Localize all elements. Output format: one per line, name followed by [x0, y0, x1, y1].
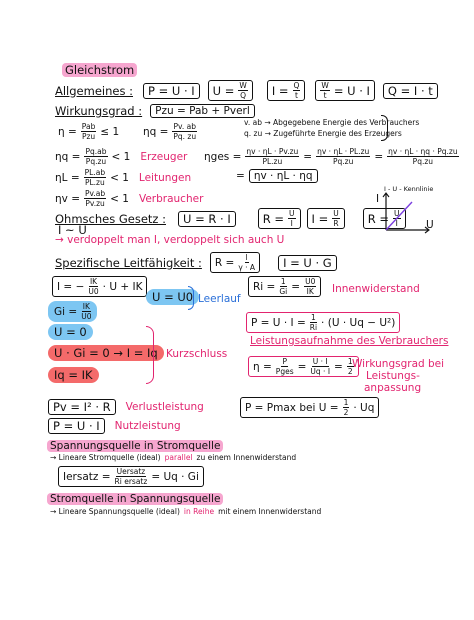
eta-l-note: Leitungen	[138, 171, 192, 184]
conductivity-formula-1: R = $\frac{l}{\gamma \cdot A}$	[210, 252, 260, 273]
formula-current-charge: I = $\frac{Q}{t}$	[267, 80, 306, 101]
formula-work-time: $\frac{W}{t}$ = U · I	[315, 80, 375, 101]
power-note: Leistungsaufnahme des Verbrauchers	[250, 335, 449, 347]
eta-formula: η = Pab Pzu ≤ 1	[58, 122, 120, 141]
graph-line	[386, 202, 412, 230]
page-title	[62, 63, 137, 77]
pmax-formula: P = Pmax bei U = $\frac{1}{2}$ · Uq	[240, 397, 379, 418]
match-note-1: Wirkungsgrad bei	[352, 358, 445, 370]
eta-q-formula: ηq = $\frac{Pq.ab}{Pq.zu}$ < 1 Erzeuger	[55, 147, 188, 166]
useful-row	[48, 418, 181, 434]
short-u0: U = 0	[48, 324, 93, 340]
eta-q-note: Erzeuger	[140, 150, 188, 163]
efficiency-brace	[381, 115, 388, 141]
ohm-formula-4: R = $\frac{U}{I}$	[363, 208, 406, 229]
idle-note: Leerlauf	[198, 293, 241, 305]
efficiency-def1: v. ab → Abgegebene Energie des Verbrauchers	[244, 118, 420, 127]
short-formula: U · Gi = 0 → I = Iq	[48, 345, 164, 361]
efficiency-label: Wirkungsgrad :	[55, 104, 143, 118]
inner-resistance-formula: Ri = $\frac{1}{Gi}$ = $\frac{U0}{IK}$	[248, 276, 321, 297]
eta-total-box: ηv · ηL · ηq	[249, 169, 318, 183]
efficiency-def2: q. zu → Zugeführte Energie des Erzeugers	[244, 129, 402, 138]
match-note-2: Leistungs-	[366, 370, 420, 382]
graph-x-label: U	[426, 219, 434, 231]
eta-v-note: Verbraucher	[138, 192, 204, 205]
short-ik: Iq = IK	[48, 367, 99, 383]
efficiency-label-row	[55, 104, 255, 118]
conversion2-line: → Lineare Spannungsquelle (ideal) in Reihe mit einem Innenwiderstand	[50, 507, 322, 516]
inner-resistance-note: Innenwiderstand	[332, 283, 420, 295]
ohm-proportionality: I ~ U	[58, 223, 87, 237]
useful-formula: P = U · I	[48, 418, 105, 434]
conversion1-line: → Lineare Stromquelle (ideal) parallel zu einem Innenwiderstand	[50, 453, 297, 462]
graph-y-label: I	[376, 193, 380, 205]
short-note: Kurzschluss	[166, 348, 228, 360]
conductivity-formula-2: I = U · G	[278, 255, 337, 271]
general-row	[55, 80, 438, 101]
eta-l-formula: ηL = $\frac{PL.ab}{PL.zu}$ < 1 Leitungen	[55, 168, 192, 187]
ohm-formula-1: U = R · I	[178, 211, 236, 227]
power-formula: P = U · I = $\frac{1}{Ri}$ · (U · Uq − U²)	[246, 312, 400, 333]
ohm-note: → verdoppelt man I, verdoppelt sich auch U	[55, 234, 285, 246]
match-formula: η = P Pges = $\frac{U \cdot I}{Uq \cdot I}$ = $\frac{1}{2}$	[248, 356, 359, 377]
loss-formula: Pv = I² · R	[48, 399, 116, 415]
idle-line-formula: I = − $\frac{IK}{U0}$ · U + IK	[52, 276, 147, 297]
conversion1-formula: Iersatz = Uersatz Ri ersatz = Uq · Gi	[58, 466, 204, 487]
loss-row	[48, 399, 204, 415]
title-text: Gleichstrom	[65, 63, 135, 77]
conversion2-title: Stromquelle in Spannungsquelle	[47, 493, 223, 505]
general-label: Allgemeines :	[55, 83, 133, 98]
efficiency-box: Pzu = Pab + Pverl	[150, 104, 255, 118]
conductivity-row	[55, 252, 337, 273]
idle-brace	[188, 286, 194, 310]
conductivity-label: Spezifische Leitfähigkeit :	[55, 255, 202, 270]
formula-voltage-work: U = $\frac{W}{Q}$	[208, 80, 253, 101]
ohm-label: Ohmsches Gesetz :	[55, 211, 166, 226]
conversion1-title: Spannungsquelle in Stromquelle	[47, 440, 223, 452]
short-brace	[146, 326, 154, 384]
idle-gi-formula: Gi = $\frac{IK}{U0}$	[48, 301, 97, 322]
eta-v-formula: ηv = $\frac{Pv.ab}{Pv.zu}$ < 1 Verbraucher	[55, 189, 204, 208]
eta-total-formula: ηges = $\frac{\eta v \cdot \eta L \cdot Pv.zu}{PL.zu}$ = $\frac{\eta v \cdot \eta L \cdot PL.zu}{Pq.zu}$ = $\frac{\eta v \cdot \eta L \cdot \eta q \cdot Pq.zu}{Pq.zu}$	[204, 147, 458, 166]
ohm-formula-2: R = $\frac{U}{I}$	[258, 208, 301, 229]
eta-total-result: = ηv · ηL · ηq	[236, 169, 318, 183]
formula-charge: Q = I · t	[383, 83, 438, 99]
loss-note: Verlustleistung	[125, 401, 204, 413]
ohm-formula-3: I = $\frac{U}{R}$	[307, 208, 345, 229]
idle-u0: U = U0	[146, 289, 199, 305]
graph-title: I - U - Kennlinie	[384, 185, 434, 193]
formula-power: P = U · I	[143, 83, 200, 99]
match-note-3: anpassung	[364, 382, 422, 394]
useful-note: Nutzleistung	[114, 420, 181, 432]
eta-q-def-formula: ηq = $\frac{Pv. ab}{Pq. zu}$	[143, 122, 197, 141]
ohm-row	[55, 208, 406, 229]
